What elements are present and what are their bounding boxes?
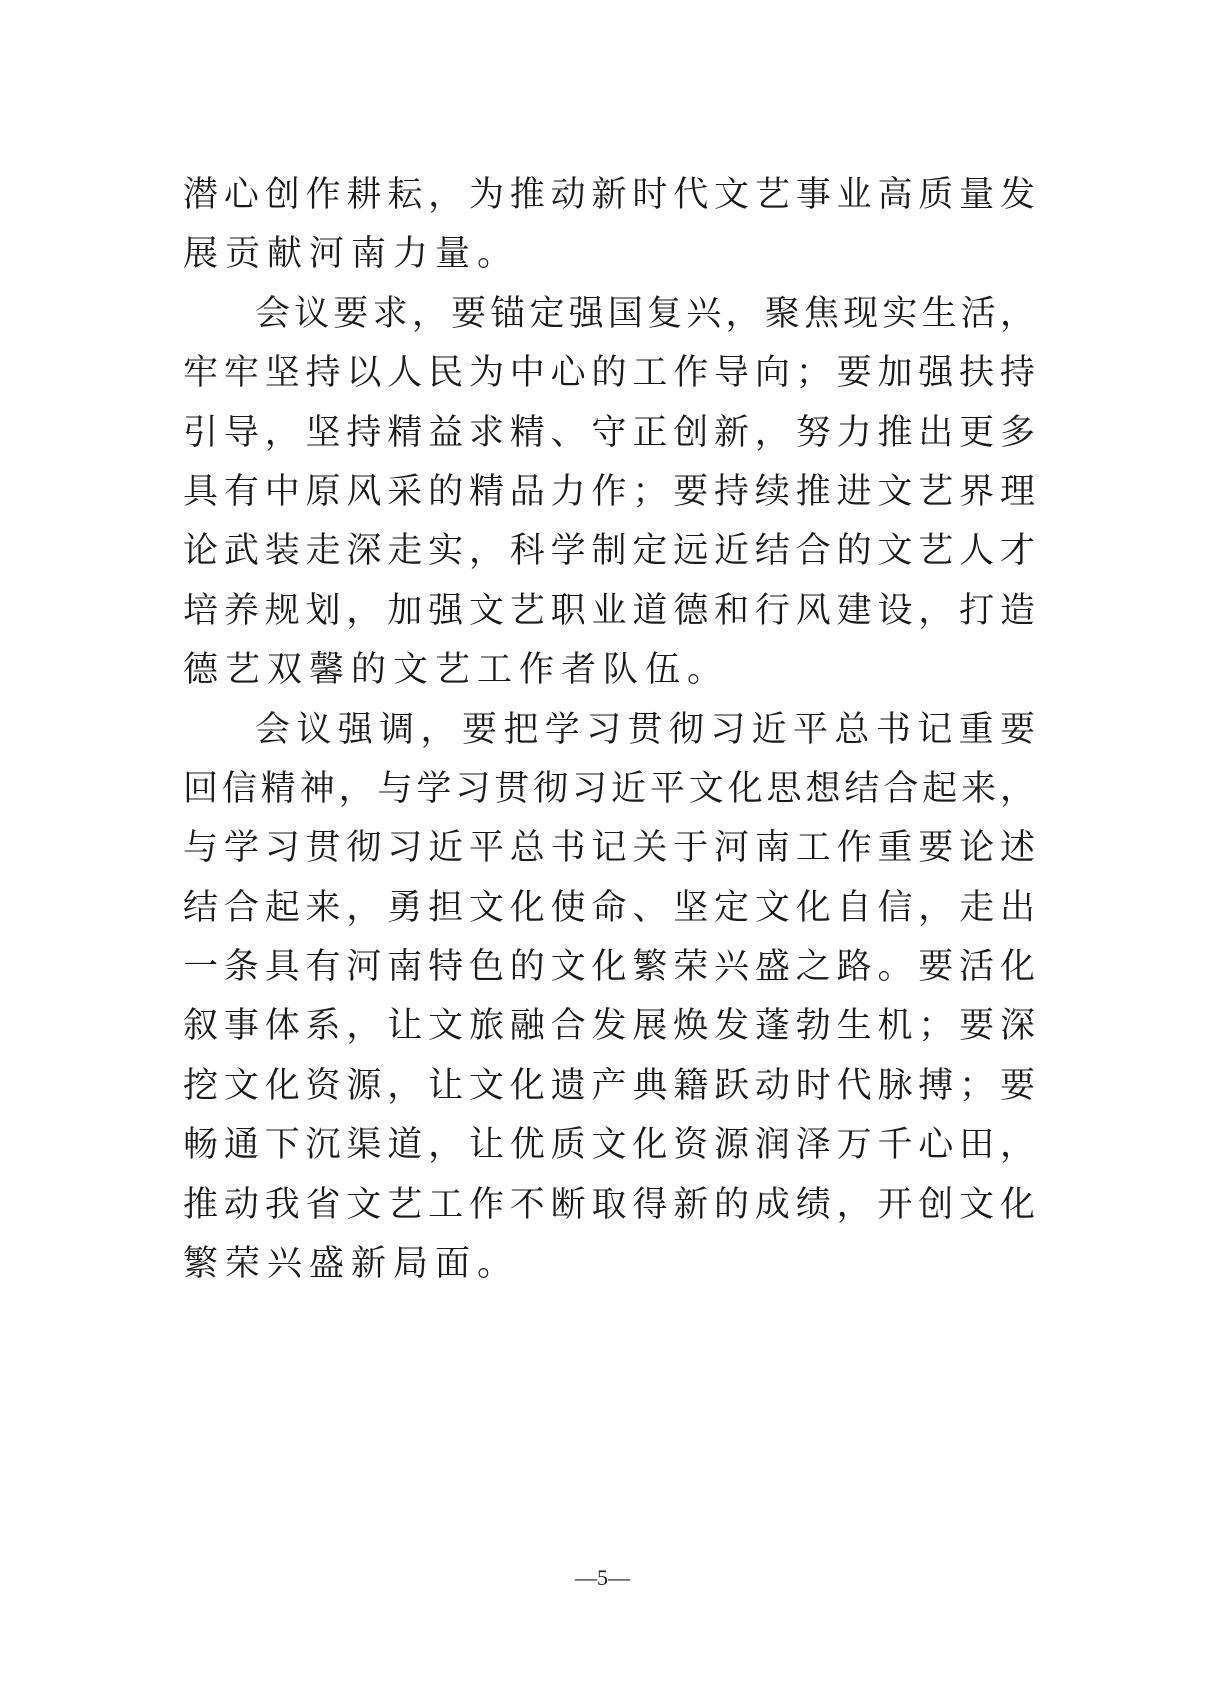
paragraph-1-line-2: 展贡献河南力量。: [183, 234, 520, 275]
paragraph-3-line-9: 推动我省文艺工作不断取得新的成绩，开创文化: [183, 1184, 1035, 1225]
paragraph-2-line-3: 引导，坚持精益求精、守正创新，努力推出更多: [183, 412, 1035, 453]
paragraph-2-line-7: 德艺双馨的文艺工作者队伍。: [183, 650, 730, 691]
paragraph-1-line-1: 潜心创作耕耘，为推动新时代文艺事业高质量发: [183, 175, 1035, 215]
paragraph-3-line-5: 一条具有河南特色的文化繁荣兴盛之路。要活化: [183, 947, 1035, 988]
paragraph-2-line-1: 会议要求，要锚定强国复兴，聚焦现实生活，: [255, 293, 1035, 334]
paragraph-2-line-2: 牢牢坚持以人民为中心的工作导向；要加强扶持: [183, 353, 1035, 394]
paragraph-2-line-6: 培养规划，加强文艺职业道德和行风建设，打造: [183, 590, 1035, 631]
page-number: —5—: [575, 1565, 630, 1590]
body-text: [183, 166, 1035, 1294]
paragraph-2-line-4: 具有中原风采的精品力作；要持续推进文艺界理: [183, 471, 1035, 512]
paragraph-3-line-2: 回信精神，与学习贯彻习近平文化思想结合起来，: [183, 768, 1035, 809]
paragraph-3-line-10: 繁荣兴盛新局面。: [183, 1244, 520, 1285]
paragraph-2-line-5: 论武装走深走实，科学制定远近结合的文艺人才: [183, 531, 1035, 572]
paragraph-3-line-6: 叙事体系，让文旅融合发展焕发蓬勃生机；要深: [183, 1006, 1035, 1047]
paragraph-3-line-4: 结合起来，勇担文化使命、坚定文化自信，走出: [183, 887, 1035, 928]
paragraph-3-line-7: 挖文化资源，让文化遗产典籍跃动时代脉搏；要: [183, 1065, 1035, 1106]
paragraph-3-line-3: 与学习贯彻习近平总书记关于河南工作重要论述: [183, 828, 1035, 869]
paragraph-3-line-8: 畅通下沉渠道，让优质文化资源润泽万千心田，: [183, 1125, 1035, 1166]
paragraph-3-line-1: 会议强调，要把学习贯彻习近平总书记重要: [255, 709, 1035, 750]
